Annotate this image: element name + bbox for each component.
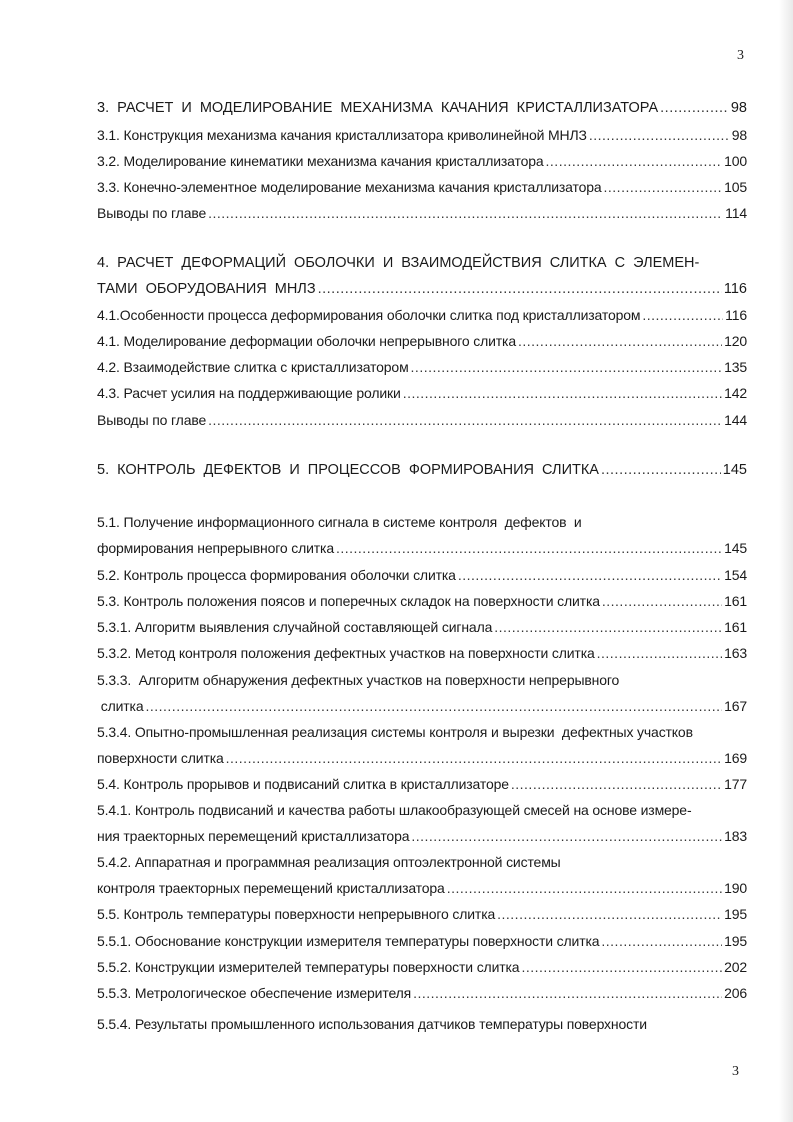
toc-page-number: 120 (724, 333, 747, 349)
leader-dots (458, 566, 722, 584)
toc-page-number: 161 (724, 593, 747, 609)
toc-entry (97, 801, 747, 819)
toc-page-number: 98 (730, 100, 747, 116)
toc-entry-title: 5.3.1. Алгоритм выявления случайной составляющей сигнала (97, 619, 493, 635)
toc-entry (97, 539, 747, 557)
toc-entry-title: 5.3.4. Опытно-промышленная реализация системы контроля и вырезки дефектных участков (97, 724, 693, 740)
leader-dots (145, 697, 722, 715)
leader-dots (511, 775, 722, 793)
toc-entry-title: 5.5.4. Результаты промышленного использования датчиков температуры поверхности (97, 1016, 647, 1032)
toc-entry-title: 3.3. Конечно-элементное моделирование механизма качания кристаллизатора (97, 179, 602, 195)
leader-dots (601, 932, 722, 950)
toc-entry-title: 5.3. Контроль положения поясов и поперечных складок на поверхности слитка (97, 593, 600, 609)
leader-dots (403, 384, 722, 402)
toc-entry (97, 411, 747, 429)
toc-entry (97, 592, 747, 610)
toc-entry (97, 618, 747, 636)
toc-entry-title: Выводы по главе (97, 205, 207, 221)
toc-page-number: 114 (725, 205, 747, 221)
toc-entry-title: 5.2. Контроль процесса формирования оболочки слитка (97, 567, 456, 583)
toc-page-number: 195 (724, 933, 747, 949)
toc-chapter-heading (97, 254, 747, 272)
toc-entry-title: 4. РАСЧЕТ ДЕФОРМАЦИЙ ОБОЛОЧКИ И ВЗАИМОДЕЙСТВИЯ СЛИТКА С ЭЛЕМЕН- (97, 255, 700, 271)
toc-page-number: 142 (724, 385, 747, 401)
toc-entry-title: 5.4. Контроль прорывов и подвисаний слитка в кристаллизаторе (97, 776, 509, 792)
toc-entry-title: 4.1.Особенности процесса деформирования оболочки слитка под кристаллизатором (97, 307, 641, 323)
toc-entry (97, 879, 747, 897)
toc-entry (97, 723, 747, 741)
toc-entry (97, 644, 747, 662)
toc-entry (97, 152, 747, 170)
toc-entry (97, 905, 747, 923)
leader-dots (318, 280, 722, 298)
toc-page-number: 135 (724, 359, 747, 375)
leader-dots (413, 984, 722, 1002)
toc-entry (97, 513, 747, 531)
toc-page-number: 195 (724, 906, 747, 922)
toc-entry-title: 5.3.3. Алгоритм обнаружения дефектных участков на поверхности непрерывного (97, 672, 620, 688)
leader-dots (604, 178, 723, 196)
toc-page-number: 116 (723, 281, 747, 297)
leader-dots (597, 644, 722, 662)
toc-entry-title: 5.3.2. Метод контроля положения дефектных участков на поверхности слитка (97, 645, 595, 661)
toc-chapter-heading (97, 461, 747, 479)
leader-dots (546, 152, 723, 170)
toc-entry (97, 1015, 747, 1033)
toc-chapter-heading (97, 99, 747, 117)
leader-dots (494, 618, 722, 636)
toc-page-number: 163 (724, 645, 747, 661)
toc-entry (97, 775, 747, 793)
leader-dots (602, 592, 722, 610)
toc-entry-title: 5.1. Получение информационного сигнала в системе контроля дефектов и (97, 514, 582, 530)
leader-dots (589, 126, 730, 144)
toc-page-number: 183 (724, 828, 747, 844)
toc-entry (97, 384, 747, 402)
toc-entry-title: 5.5. Контроль температуры поверхности непрерывного слитка (97, 906, 496, 922)
toc-page-number: 105 (724, 179, 747, 195)
toc-page-number: 144 (724, 412, 747, 428)
toc-page-number: 202 (724, 959, 747, 975)
page-number-top: 3 (737, 48, 744, 63)
leader-dots (411, 358, 723, 376)
leader-dots (411, 827, 722, 845)
leader-dots (497, 905, 722, 923)
toc-entry (97, 204, 747, 222)
toc-entry-title: 4.3. Расчет усилия на поддерживающие ролики (97, 385, 401, 401)
toc-entry (97, 566, 747, 584)
toc-page-number: 116 (725, 307, 747, 323)
toc-chapter-heading (97, 280, 747, 298)
page-number-bottom: 3 (732, 1064, 739, 1079)
toc-page-number: 161 (724, 619, 747, 635)
toc-page-number: 100 (724, 153, 747, 169)
toc-entry-title: 4.1. Моделирование деформации оболочки непрерывного слитка (97, 333, 516, 349)
toc-entry-title: поверхности слитка (97, 750, 224, 766)
toc-page-number: 145 (724, 540, 747, 556)
leader-dots (660, 99, 729, 117)
toc-entry (97, 984, 747, 1002)
leader-dots (208, 411, 722, 429)
leader-dots (642, 306, 723, 324)
toc-entry (97, 827, 747, 845)
toc-entry (97, 178, 747, 196)
toc-entry (97, 332, 747, 350)
toc-entry-title: 5.5.2. Конструкции измерителей температуры поверхности слитка (97, 959, 520, 975)
toc-page-number: 190 (724, 880, 747, 896)
toc-entry-title: 4.2. Взаимодействие слитка с кристаллизатором (97, 359, 409, 375)
leader-dots (336, 539, 722, 557)
toc-entry-title: 5.4.2. Аппаратная и программная реализация оптоэлектронной системы (97, 854, 561, 870)
toc-entry-title: формирования непрерывного слитка (97, 540, 334, 556)
toc-entry-title: 5.4.1. Контроль подвисаний и качества работы шлакообразующей смесей на основе измере- (97, 802, 692, 818)
toc-entry-title: 5.5.3. Метрологическое обеспечение измерителя (97, 985, 412, 1001)
leader-dots (521, 958, 722, 976)
toc-entry (97, 358, 747, 376)
toc-page-number: 154 (724, 567, 747, 583)
scan-edge-shadow (779, 0, 793, 1122)
toc-entry (97, 958, 747, 976)
toc-entry-title: 5. КОНТРОЛЬ ДЕФЕКТОВ И ПРОЦЕССОВ ФОРМИРОВАНИЯ СЛИТКА (97, 462, 599, 478)
leader-dots (226, 749, 722, 767)
toc-entry-title: контроля траекторных перемещений кристаллизатора (97, 880, 445, 896)
toc-entry-title: слитка (97, 698, 144, 714)
toc-entry (97, 853, 747, 871)
toc-page-number: 206 (724, 985, 747, 1001)
toc-page-number: 98 (731, 127, 747, 143)
leader-dots (518, 332, 722, 350)
toc-entry-title: 3. РАСЧЕТ И МОДЕЛИРОВАНИЕ МЕХАНИЗМА КАЧАНИЯ КРИСТАЛЛИЗАТОРА (97, 100, 659, 116)
toc-page-number: 169 (724, 750, 747, 766)
toc-entry-title: 3.1. Конструкция механизма качания кристаллизатора криволинейной МНЛЗ (97, 127, 587, 143)
toc-page-number: 177 (724, 776, 747, 792)
toc-entry (97, 306, 747, 324)
toc-entry (97, 126, 747, 144)
leader-dots (208, 204, 723, 222)
toc-entry (97, 671, 747, 689)
toc-entry (97, 749, 747, 767)
toc-entry (97, 697, 747, 715)
toc-page-number: 167 (724, 698, 747, 714)
toc-page-number: 145 (722, 462, 747, 478)
leader-dots (447, 879, 722, 897)
toc-entry-title: Выводы по главе (97, 412, 207, 428)
toc-entry-title: ния траекторных перемещений кристаллизатора (97, 828, 410, 844)
toc-entry-title: ТАМИ ОБОРУДОВАНИЯ МНЛЗ (97, 281, 316, 297)
toc-entry-title: 3.2. Моделирование кинематики механизма качания кристаллизатора (97, 153, 544, 169)
leader-dots (601, 461, 721, 479)
toc-entry (97, 932, 747, 950)
toc-entry-title: 5.5.1. Обоснование конструкции измерителя температуры поверхности слитка (97, 933, 600, 949)
